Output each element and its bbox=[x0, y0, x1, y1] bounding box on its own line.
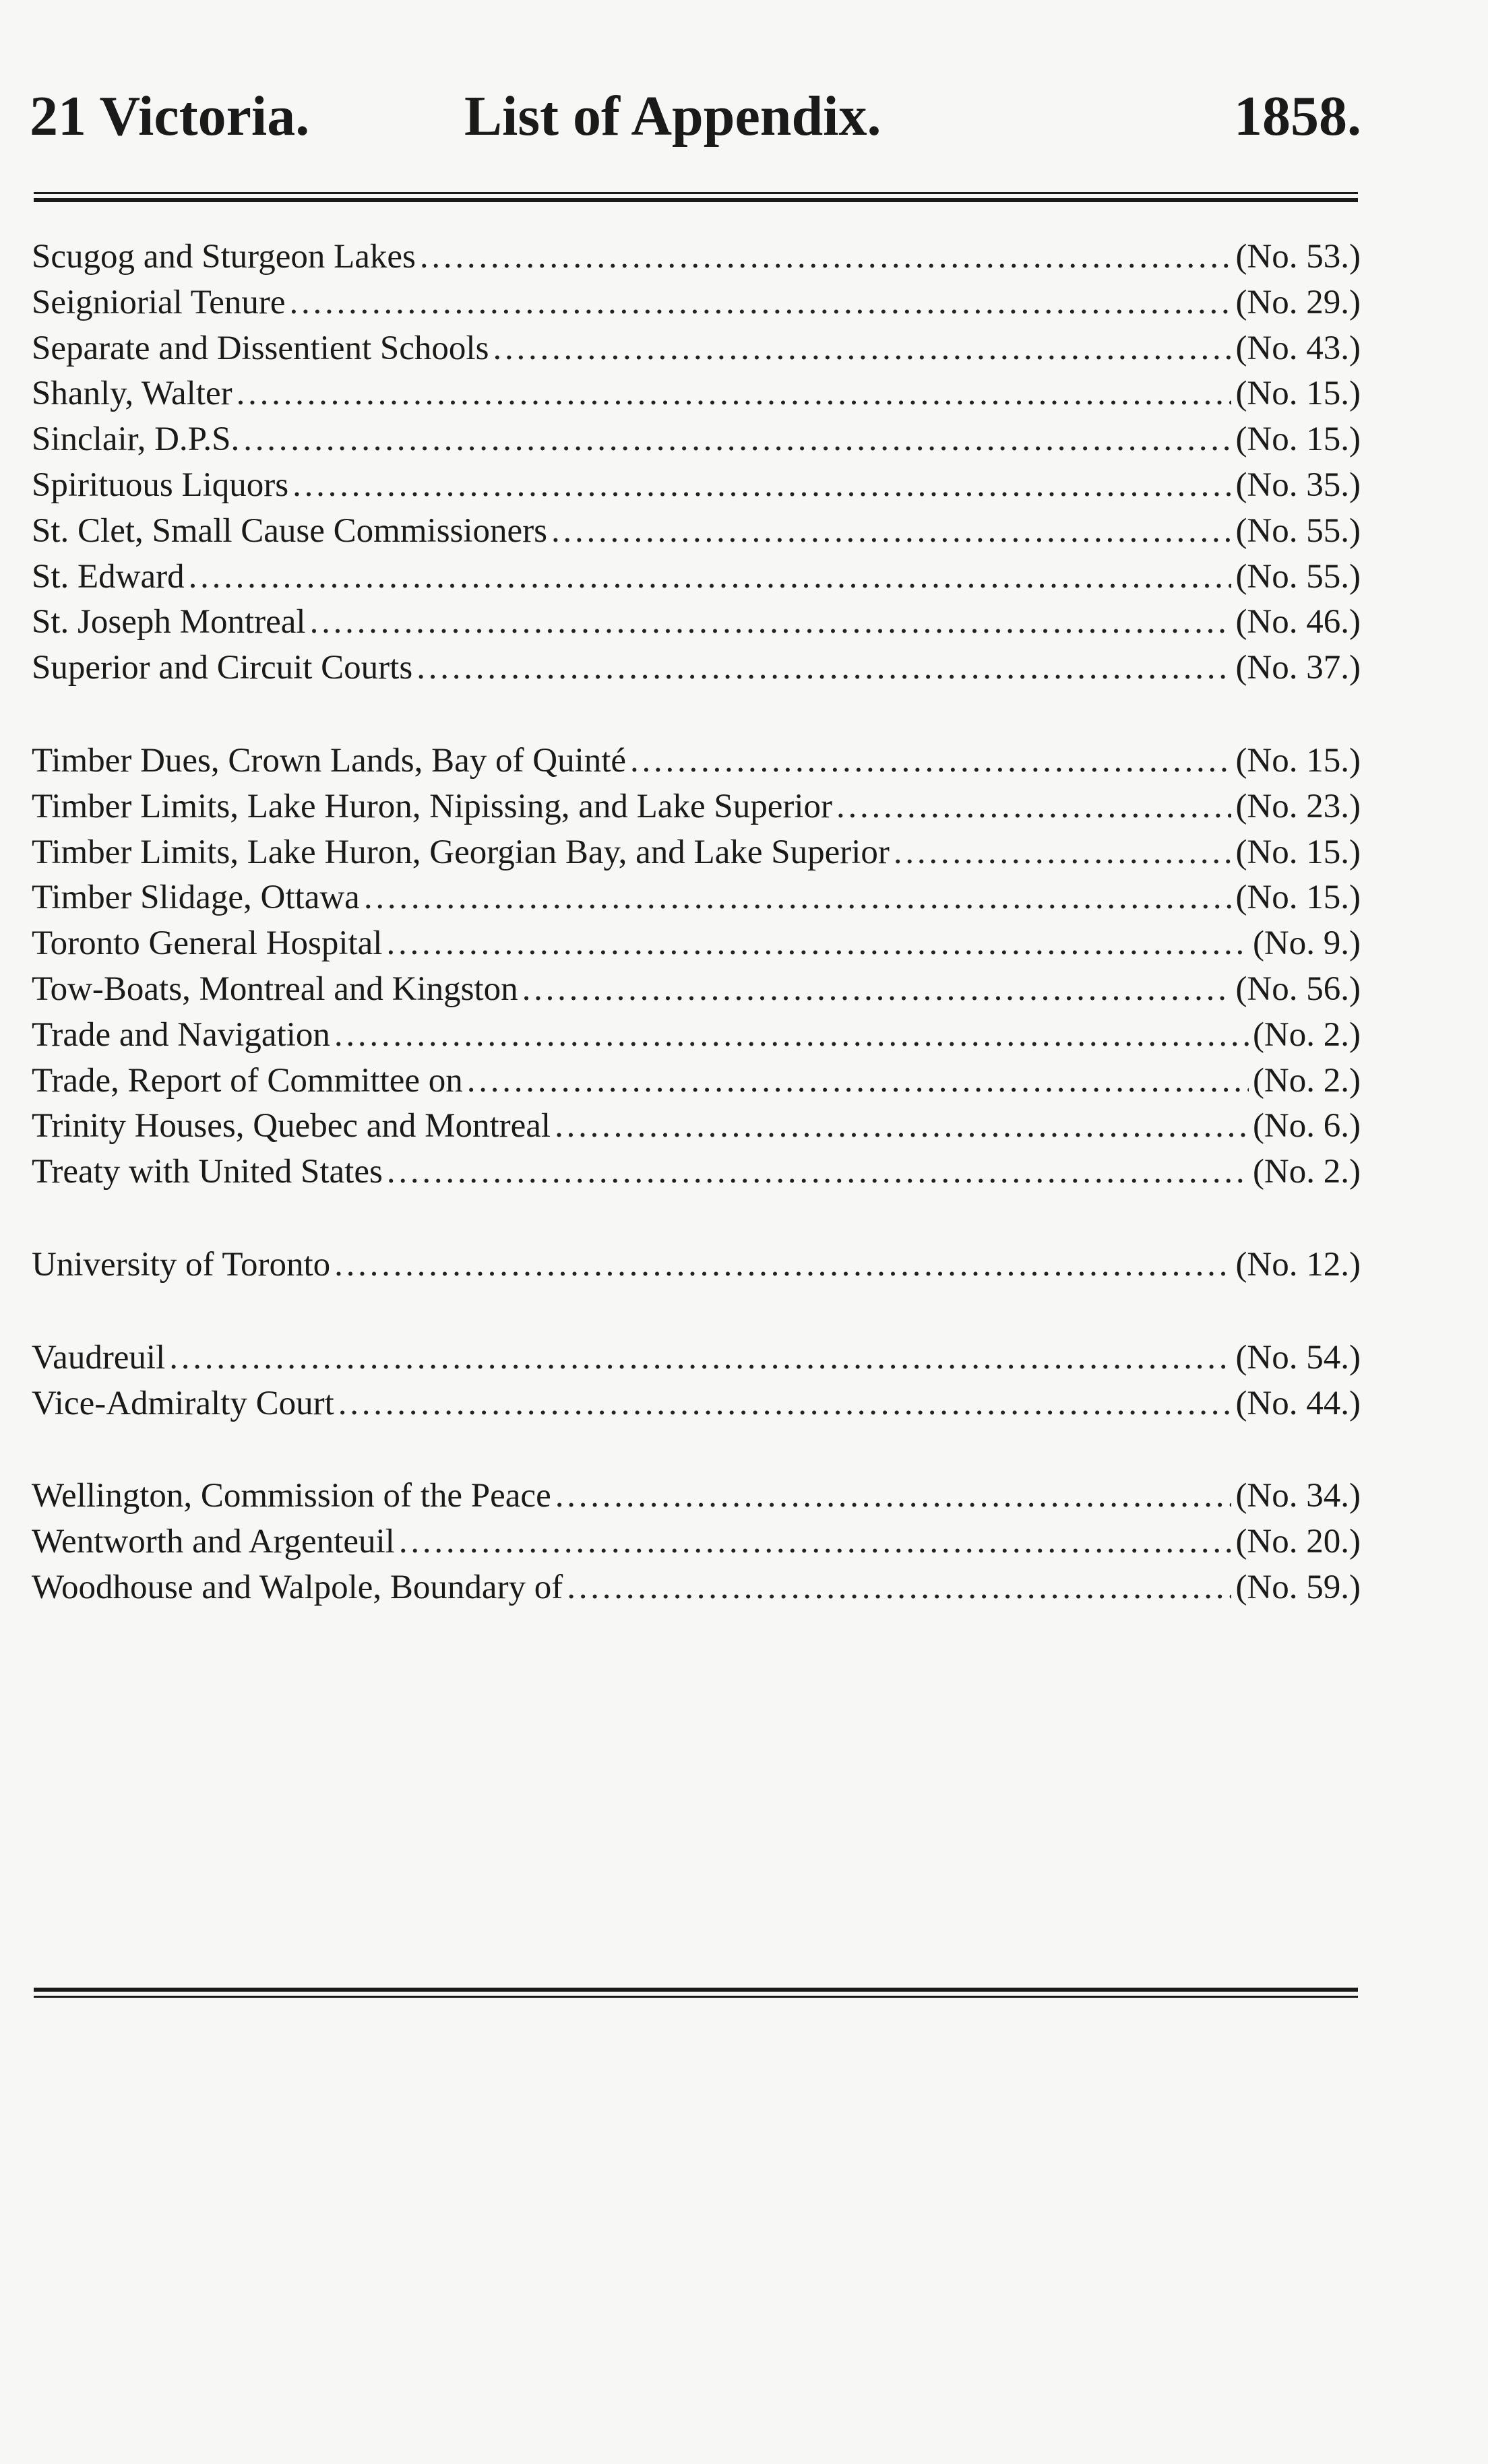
entry-label: Timber Limits, Lake Huron, Georgian Bay, and Lake Superior bbox=[32, 833, 890, 871]
entry-reference: (No. 59.) bbox=[1235, 1568, 1361, 1606]
dot-leader bbox=[289, 280, 1231, 326]
bottom-rule-thick bbox=[34, 1988, 1358, 1992]
header-year: 1858. bbox=[1234, 85, 1361, 148]
entry-reference: (No. 44.) bbox=[1235, 1384, 1361, 1422]
list-item bbox=[32, 1013, 1361, 1059]
entry-reference: (No. 15.) bbox=[1235, 833, 1361, 871]
entry-label: Seigniorial Tenure bbox=[32, 283, 286, 321]
header-session: 21 Victoria. bbox=[30, 85, 310, 148]
entry-reference: (No. 23.) bbox=[1235, 787, 1361, 825]
entry-group bbox=[32, 1474, 1361, 1610]
entry-label: Wellington, Commission of the Peace bbox=[32, 1477, 551, 1515]
entry-label: Scugog and Sturgeon Lakes bbox=[32, 238, 416, 276]
bottom-rule-thin bbox=[34, 1996, 1358, 1998]
entry-label: Separate and Dissentient Schools bbox=[32, 329, 489, 367]
header-title: List of Appendix. bbox=[464, 85, 881, 148]
entry-group bbox=[32, 1242, 1361, 1288]
list-item bbox=[32, 830, 1361, 876]
entry-label: Wentworth and Argenteuil bbox=[32, 1523, 395, 1561]
dot-leader bbox=[567, 1565, 1231, 1611]
list-item bbox=[32, 600, 1361, 645]
list-item bbox=[32, 738, 1361, 784]
entry-reference: (No. 15.) bbox=[1235, 879, 1361, 917]
dot-leader bbox=[189, 555, 1232, 600]
list-item bbox=[32, 1059, 1361, 1104]
list-item bbox=[32, 555, 1361, 600]
entry-group bbox=[32, 1335, 1361, 1427]
list-item bbox=[32, 921, 1361, 967]
list-item bbox=[32, 326, 1361, 372]
entry-reference: (No. 15.) bbox=[1235, 375, 1361, 413]
entry-label: University of Toronto bbox=[32, 1245, 331, 1284]
list-item bbox=[32, 1149, 1361, 1195]
entry-reference: (No. 37.) bbox=[1235, 649, 1361, 687]
list-item bbox=[32, 1474, 1361, 1519]
dot-leader bbox=[894, 830, 1232, 876]
entry-reference: (No. 2.) bbox=[1252, 1061, 1361, 1100]
dot-leader bbox=[836, 784, 1231, 830]
entry-label: Superior and Circuit Courts bbox=[32, 649, 413, 687]
entry-reference: (No. 15.) bbox=[1235, 420, 1361, 459]
entry-label: Sinclair, D.P.S. bbox=[32, 420, 240, 459]
dot-leader bbox=[493, 326, 1231, 372]
entry-reference: (No. 6.) bbox=[1252, 1107, 1361, 1145]
top-rule-thin bbox=[34, 192, 1358, 194]
entry-label: St. Clet, Small Cause Commissioners bbox=[32, 511, 548, 550]
entry-label: Trinity Houses, Quebec and Montreal bbox=[32, 1107, 551, 1145]
dot-leader bbox=[386, 921, 1248, 967]
dot-leader bbox=[169, 1335, 1231, 1381]
dot-leader bbox=[364, 875, 1232, 921]
list-item bbox=[32, 417, 1361, 463]
dot-leader bbox=[243, 417, 1231, 463]
dot-leader bbox=[237, 371, 1232, 417]
entry-group bbox=[32, 738, 1361, 1195]
entry-reference: (No. 2.) bbox=[1252, 1153, 1361, 1191]
page-header bbox=[30, 80, 1361, 154]
list-item bbox=[32, 463, 1361, 509]
list-item bbox=[32, 1335, 1361, 1381]
dot-leader bbox=[555, 1104, 1249, 1149]
entry-label: Tow-Boats, Montreal and Kingston bbox=[32, 970, 518, 1008]
entry-reference: (No. 55.) bbox=[1235, 511, 1361, 550]
entry-label: Shanly, Walter bbox=[32, 375, 232, 413]
entry-reference: (No. 56.) bbox=[1235, 970, 1361, 1008]
entry-reference: (No. 34.) bbox=[1235, 1477, 1361, 1515]
list-item bbox=[32, 1104, 1361, 1149]
top-rule-thick bbox=[34, 198, 1358, 202]
dot-leader bbox=[387, 1149, 1249, 1195]
dot-leader bbox=[522, 967, 1232, 1013]
entry-label: Vaudreuil bbox=[32, 1338, 166, 1377]
list-item bbox=[32, 1565, 1361, 1611]
entry-reference: (No. 35.) bbox=[1235, 466, 1361, 504]
list-item bbox=[32, 645, 1361, 691]
entry-group bbox=[32, 234, 1361, 691]
entry-reference: (No. 20.) bbox=[1235, 1523, 1361, 1561]
appendix-list bbox=[32, 234, 1361, 1658]
dot-leader bbox=[630, 738, 1231, 784]
entry-label: Toronto General Hospital bbox=[32, 924, 383, 963]
dot-leader bbox=[292, 463, 1231, 509]
entry-reference: (No. 2.) bbox=[1252, 1015, 1361, 1054]
entry-label: Timber Dues, Crown Lands, Bay of Quinté bbox=[32, 741, 627, 780]
list-item bbox=[32, 234, 1361, 280]
dot-leader bbox=[334, 1013, 1249, 1059]
entry-reference: (No. 12.) bbox=[1235, 1245, 1361, 1284]
entry-reference: (No. 43.) bbox=[1235, 329, 1361, 367]
entry-reference: (No. 55.) bbox=[1235, 557, 1361, 596]
list-item bbox=[32, 784, 1361, 830]
entry-label: Vice-Admiralty Court bbox=[32, 1384, 334, 1422]
entry-label: Trade, Report of Committee on bbox=[32, 1061, 463, 1100]
list-item bbox=[32, 1381, 1361, 1427]
entry-label: Spirituous Liquors bbox=[32, 466, 289, 504]
dot-leader bbox=[338, 1381, 1232, 1427]
list-item bbox=[32, 371, 1361, 417]
list-item bbox=[32, 967, 1361, 1013]
list-item bbox=[32, 875, 1361, 921]
dot-leader bbox=[310, 600, 1232, 645]
entry-reference: (No. 46.) bbox=[1235, 603, 1361, 641]
entry-reference: (No. 54.) bbox=[1235, 1338, 1361, 1377]
list-item bbox=[32, 509, 1361, 555]
entry-label: Timber Slidage, Ottawa bbox=[32, 879, 360, 917]
entry-label: Trade and Navigation bbox=[32, 1015, 330, 1054]
entry-label: Woodhouse and Walpole, Boundary of bbox=[32, 1568, 563, 1606]
dot-leader bbox=[399, 1519, 1232, 1565]
entry-reference: (No. 53.) bbox=[1235, 238, 1361, 276]
entry-label: Treaty with United States bbox=[32, 1153, 383, 1191]
dot-leader bbox=[555, 1474, 1232, 1519]
entry-reference: (No. 15.) bbox=[1235, 741, 1361, 780]
entry-label: Timber Limits, Lake Huron, Nipissing, and Lake Superior bbox=[32, 787, 832, 825]
entry-reference: (No. 9.) bbox=[1252, 924, 1361, 963]
dot-leader bbox=[551, 509, 1231, 555]
entry-label: St. Edward bbox=[32, 557, 185, 596]
dot-leader bbox=[334, 1242, 1231, 1288]
dot-leader bbox=[467, 1059, 1249, 1104]
entry-label: St. Joseph Montreal bbox=[32, 603, 306, 641]
dot-leader bbox=[420, 234, 1232, 280]
list-item bbox=[32, 1242, 1361, 1288]
list-item bbox=[32, 1519, 1361, 1565]
dot-leader bbox=[416, 645, 1231, 691]
list-item bbox=[32, 280, 1361, 326]
entry-reference: (No. 29.) bbox=[1235, 283, 1361, 321]
